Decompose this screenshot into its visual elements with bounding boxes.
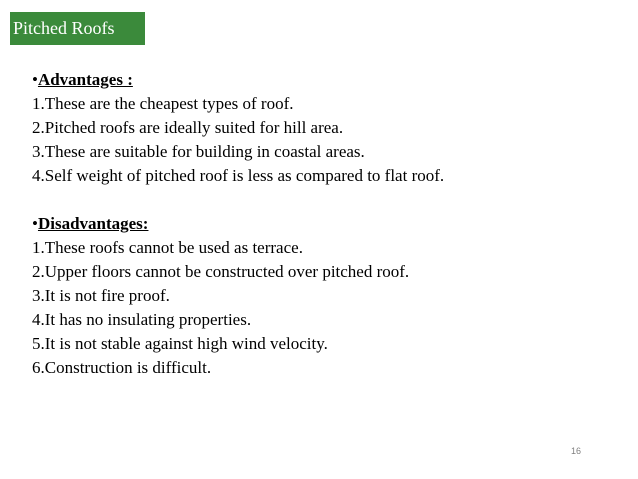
disadvantages-heading-label: Disadvantages: [37, 214, 149, 233]
list-item: 1.These are the cheapest types of roof. [32, 94, 294, 113]
list-item: 4.Self weight of pitched roof is less as compared to flat roof. [32, 166, 445, 185]
disadvantages-bullet: • [32, 214, 38, 233]
list-item: 5.It is not stable against high wind velocity. [32, 334, 328, 353]
list-item: 1.These roofs cannot be used as terrace. [32, 238, 303, 257]
list-item: 2.Pitched roofs are ideally suited for hill area. [32, 118, 344, 137]
section-spacer [32, 188, 622, 212]
list-item: 4.It has no insulating properties. [32, 310, 252, 329]
list-item: 3.These are suitable for building in coastal areas. [32, 142, 365, 161]
list-item: 2.Upper floors cannot be constructed over pitched roof. [32, 262, 410, 281]
disadvantages-list [32, 236, 622, 380]
advantages-bullet: • [32, 70, 38, 89]
advantages-list [32, 92, 622, 188]
advantages-heading-label: Advantages : [37, 70, 133, 89]
page-number: 16 [571, 446, 582, 456]
slide-content [32, 68, 622, 380]
advantages-heading [32, 68, 622, 92]
disadvantages-heading [32, 212, 622, 236]
slide-title: Pitched Roofs [13, 18, 115, 38]
slide-title-box [10, 12, 145, 45]
list-item: 3.It is not fire proof. [32, 286, 170, 305]
list-item: 6.Construction is difficult. [32, 358, 212, 377]
